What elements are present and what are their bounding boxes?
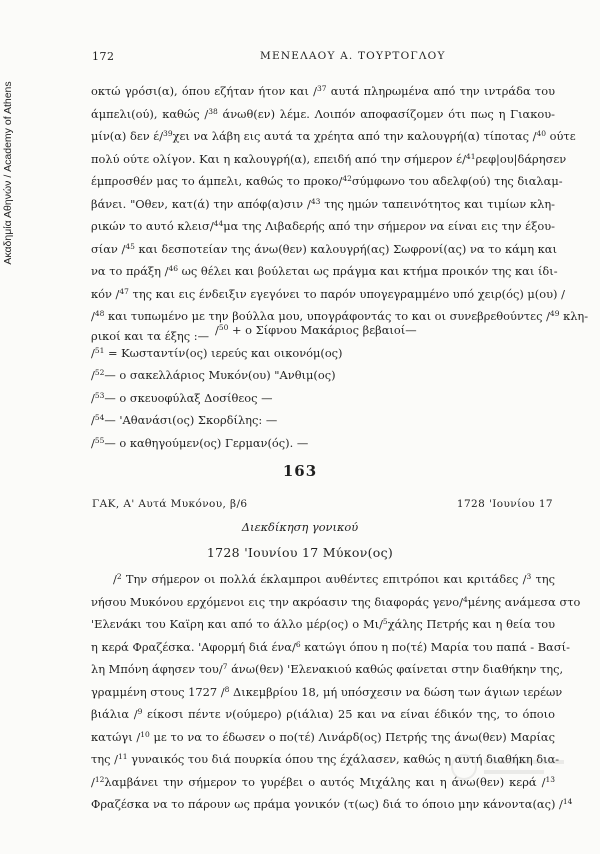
text-line: ρικοί και τα έξης :— [91, 328, 209, 343]
text-line: οκτώ γρόσι(α), όπου εζήταν ήτον και /$^{37}$ αυτά πληρωμένα από την ιντράδα του [91, 84, 555, 98]
text-line: ρικών το αυτό κλεισ/$^{44}$μα της Λιβαδερής από την σήμερον να είναι εις την έξου- [91, 219, 555, 233]
text-line: κόν /$^{47}$ της και εις ένδειξιν εγεγόνει το παρόν υπογεγραμμένο υπό χειρ(ός) μ(ου) / [91, 286, 565, 301]
text-line: να το πράξη /$^{46}$ ως θέλει και βούλεται ως πράγμα και κτήμα προικόν της και ίδι- [91, 264, 558, 278]
signature-line: /$^{51}$ = Κωσταντίν(ος) ιερεύς και οικονόμ(ος) [91, 345, 343, 360]
page-header [92, 50, 555, 66]
signature-line: /$^{55}$— ο καθηγούμεν(ος) Γερμαν(ός). — [91, 435, 309, 450]
document-number: 163 [282, 462, 318, 480]
document-title: Διεκδίκηση γονικού [241, 520, 359, 534]
text-line: λη Μπόνη άφησεν του/$^7$ άνω(θεν) 'Ελενακιού καθώς φαίνεται στην διαθήκην της, [91, 662, 564, 676]
text-line: σίαν /$^{45}$ και δεσποτείαν της άνω(θεν) καλουγρή(ας) Σωφρονί(ας) να το κάμη και [91, 241, 557, 256]
text-line: βάνει. "Οθεν, κατ(ά) την απόφ(α)σιν /$^{43}$ της ημών ταπεινότητος και τιμίων κλη- [91, 196, 556, 211]
text-line: Φραζέσκα να το πάρουν ως πράμα γονικόν (τ(ως) διά το όποιο μην κάνοντα(ας) /$^{14}$ [91, 797, 573, 811]
academy-side-label-text: Ακαδημία Αθηνών / Academy of Athens [2, 81, 14, 265]
text-line: γραμμένη στους 1727 /$^8$ Δικεμβρίου 18, μή υπόσχεσιν να δώση των άγιων ιερέων [91, 684, 563, 699]
signature-line: /$^{53}$— ο σκευοφύλαξ Δοσίθεος — [91, 390, 273, 405]
signature-line: /$^{50}$ + ο Σίφνου Μακάριος βεβαιοί— [215, 323, 417, 337]
text-line: κατώγι /$^{10}$ με το να το έδωσεν ο πο(τέ) Λινάρδ(ος) Πετρής της άνω(θεν) Μαρίας [91, 729, 555, 744]
page-number: 172 [92, 50, 115, 63]
signature-line: /$^{54}$— 'Αθανάσι(ος) Σκορδίλης: — [91, 413, 278, 427]
signature-block [91, 318, 555, 453]
running-head: ΜΕΝΕΛΑΟΥ Α. ΤΟΥΡΤΟΓΛΟΥ [260, 50, 446, 62]
text-line: βιάλια /$^9$ είκοσι πέντε ν(ούμερο) ρ(ιάλια) 25 και να είναι έδικόν της, το όποιο [91, 707, 555, 721]
signature-line: /$^{52}$— ο σακελλάριος Μυκόν(ου) "Ανθιμ(ος) [91, 368, 336, 382]
text-line: /$^{12}$λαμβάνει την σήμερον το γυρέβει ο αυτός Μιχάλης και η άνω(θεν) κερά /$^{13}$ [91, 774, 555, 789]
text-line: μίν(α) δεν έ/$^{39}$χει να λάβη εις αυτά τα χρέητα από την καλουγρή(α) τίποτας /$^{40}$ ούτε [91, 129, 576, 143]
text-line: άμπελι(ού), καθώς /$^{38}$ άνωθ(εν) λέμε. Λοιπόν αποφασίζομεν ότι πως η Γιακου- [91, 106, 555, 121]
document-date-reference: 1728 'Ιουνίου 17 [456, 498, 553, 510]
text-line: πολύ ούτε ολίγον. Και η καλουγρή(α), επειδή από την σήμερον έ/$^{41}$ρεφ|ου|δάρησεν [91, 151, 567, 166]
text-line: έμπροσθέν μας το άμπελι, καθώς το προκο/$^{42}$σύμφωνο του αδελφ(ού) της διαλαμ- [91, 174, 563, 188]
text-line: της /$^{11}$ γυναικός του διά πουρκία όπου της έχάλασεν, καθώς η αυτή διαθήκη δια- [91, 752, 560, 766]
document-date-line: 1728 'Ιουνίου 17 Μύκον(ος) [206, 545, 394, 560]
archive-reference: ΓΑΚ, Α' Αυτά Μυκόνου, β/6 [92, 498, 248, 510]
previous-document-text [91, 79, 589, 346]
text-line: /$^2$ Την σήμερον οι πολλά έκλαμπροι αυθέντες επιτρόποι και κριτάδες /$^3$ της [113, 572, 555, 586]
text-line: η κερά Φραζέσκα. 'Αφορμή διά ένα/$^6$ κατώγι όπου η πο(τέ) Μαρία του παπά - Βασί- [91, 639, 570, 654]
text-line: 'Ελενάκι του Καϊρη και από το άλλο μέρ(ος) ο Μι/$^5$χάλης Πετρής και η θεία του [91, 617, 556, 631]
text-line: /$^{48}$ και τυπωμένο με την βούλλα μου, υπογράφοντάς το και οι συνεβρεθούντες /$^{49}$ κλη- [91, 309, 589, 323]
academy-watermark-graphic [450, 742, 570, 792]
academy-side-label [1, 38, 15, 308]
text-line: νήσου Μυκόνου ερχόμενοι εις την ακρόασιν της διαφοράς γενο/$^4$μένης ανάμεσα στο [91, 594, 581, 609]
